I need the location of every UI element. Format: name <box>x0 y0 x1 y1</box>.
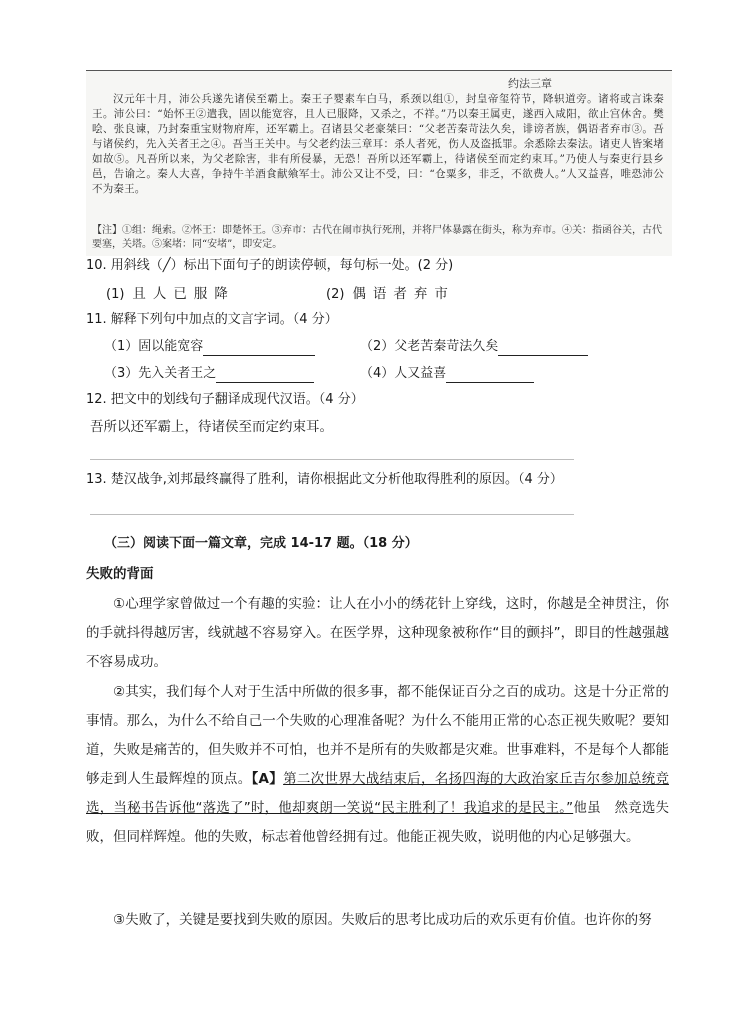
q11-item-2-text: （2）父老苦秦苛法久矣 <box>360 339 499 354</box>
passage-notes: 【注】①组：绳索。②怀王：即楚怀王。③弃市：古代在闹市执行死刑，并将尸体暴露在街头，称为弃市。④关：指函谷关，古代要塞，关塔。⑤案堵：同“安堵”，即安定。 <box>92 225 662 250</box>
q11-item-1-text: （1）固以能宽容 <box>104 339 204 354</box>
question-13: 13. 楚汉战争,刘邦最终赢得了胜利，请你根据此文分析他取得胜利的原因。（4 分） <box>86 472 563 487</box>
q11-item-1 <box>104 338 315 356</box>
q12-answer-line[interactable] <box>90 459 574 460</box>
article-paragraph-2 <box>86 678 669 852</box>
q11-item-4-text: （4）人又益喜 <box>360 366 447 381</box>
q11-item-4 <box>360 365 534 383</box>
q11-item-4-answer-blank[interactable] <box>446 368 534 383</box>
q12-sentence: 吾所以还军霸上，待诸侯至而定约束耳。 <box>90 419 333 435</box>
passage-image <box>86 70 672 256</box>
question-10: 10. 用斜线（╱）标出下面句子的朗读停顿，每句标一处。(2 分) <box>86 258 454 273</box>
q13-answer-line[interactable] <box>90 514 574 515</box>
underlined-sentence-a: 第二次世界大战结束后，名扬四海的大政治家丘吉尔参加总统竞选，当秘书告诉他“落选了”时，他却爽朗一笑说“民主胜利了！我追求的是民主。” <box>86 771 669 816</box>
q10-sentence-1 <box>106 282 235 302</box>
question-11: 11. 解释下列句中加点的文言字词。（4 分） <box>86 312 338 327</box>
q11-item-2-answer-blank[interactable] <box>498 341 588 356</box>
q10-s1-text: 且人已服降 <box>132 286 235 302</box>
passage-text: 汉元年十月，沛公兵遂先诸侯至霸上。秦王子婴素车白马，系颈以组①，封皇帝玺符节，降轵道旁。诸将或言诛秦王。沛公曰：“始怀王②遣我，固以能宽容，且人已服降，又杀之，不祥。”乃以秦王属吏，遂西入咸阳，欲止宫休舍。樊哙、张良谏，乃封秦重宝财物府库，还军霸上。召诸县父老豪桀曰：“父老苦秦苛法久矣，诽谤者族，偶语者弃市③。吾与诸侯约，先入关者王之④。吾当王关中。与父老约法三章耳：杀人者死，伤人及盗抵罪。余悉除去秦法。诸吏人皆案堵如故⑤。凡吾所以来，为父老除害，非有所侵暴，无恐！吾所以还军霸上，待诸侯至而定约束耳。”乃使人与秦吏行县乡邑，告谕之。秦人大喜，争持牛羊酒食献飨军士。沛公又让不受，曰：“仓粟多，非乏，不欲费人。”人又益喜，唯恐沛公不为秦王。 <box>92 93 664 195</box>
section-3-heading: （三）阅读下面一篇文章，完成 14-17 题。（18 分） <box>104 536 418 551</box>
article-paragraph-3: ③失败了，关键是要找到失败的原因。失败后的思考比成功后的欢乐更有价值。也许你的努 <box>113 912 652 928</box>
q10-s1-number: (1) <box>106 287 125 302</box>
q10-sentence-2 <box>326 282 455 302</box>
q11-item-3-text: （3）先入关者王之 <box>104 366 217 381</box>
q10-s2-text: 偶语者弃市 <box>352 286 455 302</box>
article-paragraph-1: ①心理学家曾做过一个有趣的实验：让人在小小的绣花针上穿线，这时，你越是全神贯注，你的手就抖得越厉害，线就越不容易穿入。在医学界，这种现象被称作“目的颤抖”，即目的性越强越不容易成功。 <box>86 596 669 670</box>
article-title: 失败的背面 <box>86 566 154 582</box>
paragraph-2-continuation: 他虽 然竞选失败，但同样辉煌。他的失败，标志着他曾经拥有过。他能正视失败，说明他的内心足够强大。 <box>86 800 670 845</box>
passage-title: 约法三章 <box>508 77 552 90</box>
q11-item-3-answer-blank[interactable] <box>216 368 314 383</box>
question-12: 12. 把文中的划线句子翻译成现代汉语。（4 分） <box>86 392 364 407</box>
q11-item-1-answer-blank[interactable] <box>203 341 315 356</box>
q11-item-2 <box>360 338 588 356</box>
marker-a: 【A】 <box>251 771 284 787</box>
passage-top-rule <box>86 70 672 71</box>
q11-item-3 <box>104 365 314 383</box>
q10-s2-number: (2) <box>326 287 345 302</box>
paragraph-2-text: ②其实，我们每个人对于生活中所做的很多事，都不能保证百分之百的成功。这是十分正常的事情。那么，为什么不给自己一个失败的心理准备呢？为什么不能用正常的心态正视失败呢？要知道，失败是痛苦的，但失败并不可怕，也并不是所有的失败都是灾难。世事难料，不是每个人都能够走到人生最辉煌的顶点。 <box>86 684 669 787</box>
